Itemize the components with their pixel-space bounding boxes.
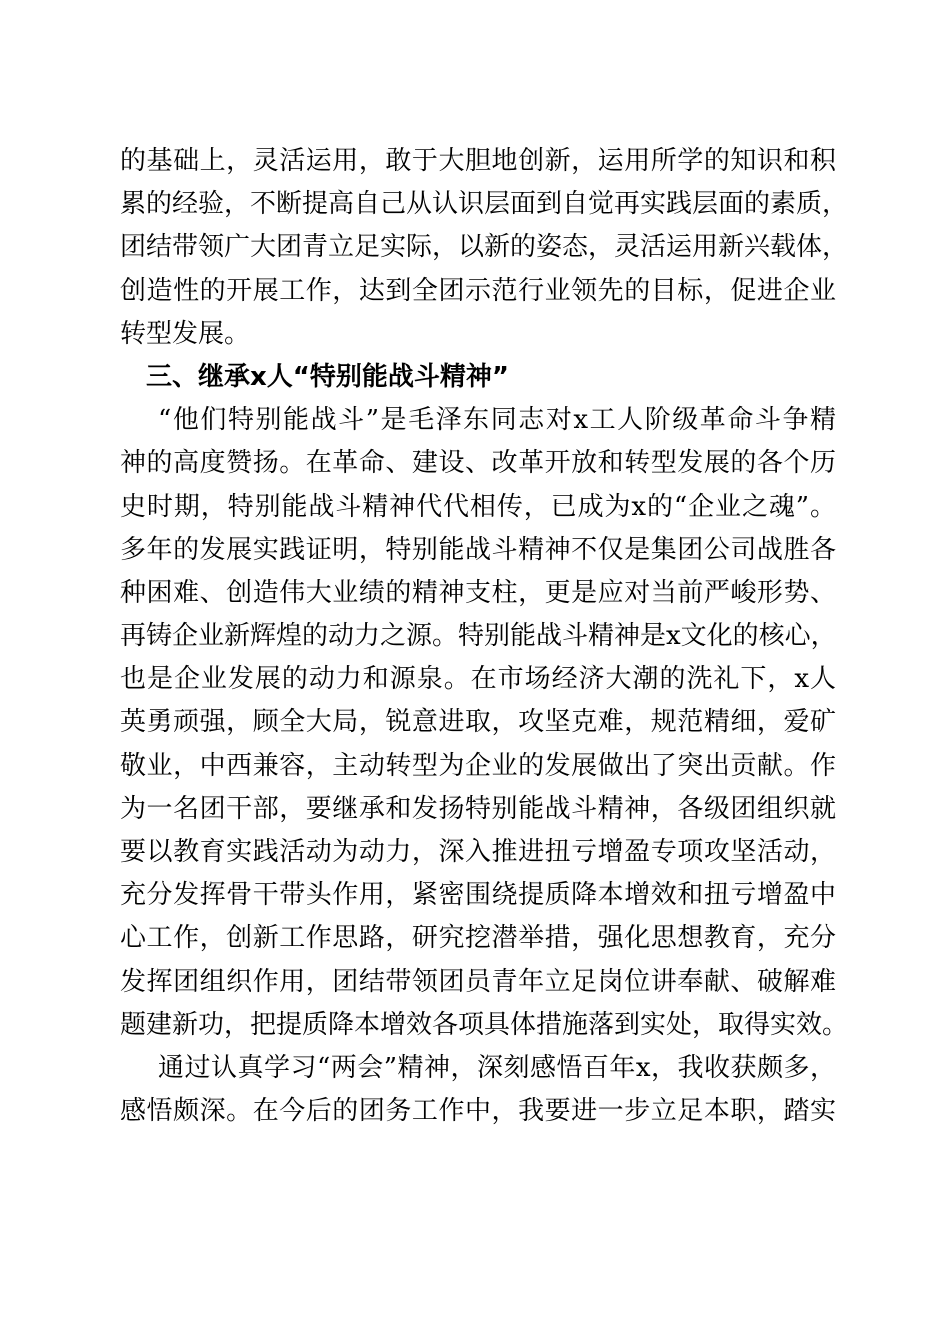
paragraph-line: 再铸企业新辉煌的动力之源。特别能战斗精神是x文化的核心， [120,621,837,652]
paragraph-line: “他们特别能战斗”是毛泽东同志对x工人阶级革命斗争精 [158,405,836,436]
paragraph-line: 神的高度赞扬。在革命、建设、改革开放和转型发展的各个历 [120,448,836,479]
paragraph-line: 累的经验，不断提高自己从认识层面到自觉再实践层面的素质， [120,189,849,220]
paragraph-line: 团结带领广大团青立足实际，以新的姿态，灵活运用新兴载体， [120,232,849,263]
paragraph-line: 英勇顽强，顾全大局，锐意进取，攻坚克难，规范精细，爱矿 [120,707,836,738]
paragraph-line: 创造性的开展工作，达到全团示范行业领先的目标，促进企业 [120,275,836,306]
paragraph-line: 心工作，创新工作思路，研究挖潜举措，强化思想教育，充分 [120,923,836,954]
paragraph-line: 的基础上，灵活运用，敢于大胆地创新，运用所学的知识和积 [120,146,836,176]
paragraph-line: 发挥团组织作用，团结带领团员青年立足岗位讲奉献、破解难 [120,966,836,997]
paragraph-line: 感悟颇深。在今后的团务工作中，我要进一步立足本职，踏实 [120,1096,836,1127]
paragraph-line: 多年的发展实践证明，特别能战斗精神不仅是集团公司战胜各 [120,534,836,565]
paragraph-line: 转型发展。 [120,318,251,349]
paragraph-line: 充分发挥骨干带头作用，紧密围绕提质降本增效和扭亏增盈中 [120,880,836,911]
paragraph-line: 题建新功，把提质降本增效各项具体措施落到实处，取得实效。 [120,1009,849,1040]
paragraph-line: 要以教育实践活动为动力，深入推进扭亏增盈专项攻坚活动， [120,837,836,867]
document-body [120,140,849,1133]
paragraph-line: 通过认真学习“两会”精神，深刻感悟百年x，我收获颇多， [158,1052,836,1083]
paragraph-line: 敬业，中西兼容，主动转型为企业的发展做出了突出贡献。作 [120,750,836,781]
paragraph-line: 史时期，特别能战斗精神代代相传，已成为x的“企业之魂”。 [120,491,836,522]
section-heading: 三、继承x人“特别能战斗精神” [146,361,509,392]
paragraph-line: 为一名团干部，要继承和发扬特别能战斗精神，各级团组织就 [120,793,836,824]
paragraph-line: 种困难、创造伟大业绩的精神支柱，更是应对当前严峻形势、 [120,577,836,608]
paragraph-line: 也是企业发展的动力和源泉。在市场经济大潮的洗礼下，x人 [120,664,836,695]
